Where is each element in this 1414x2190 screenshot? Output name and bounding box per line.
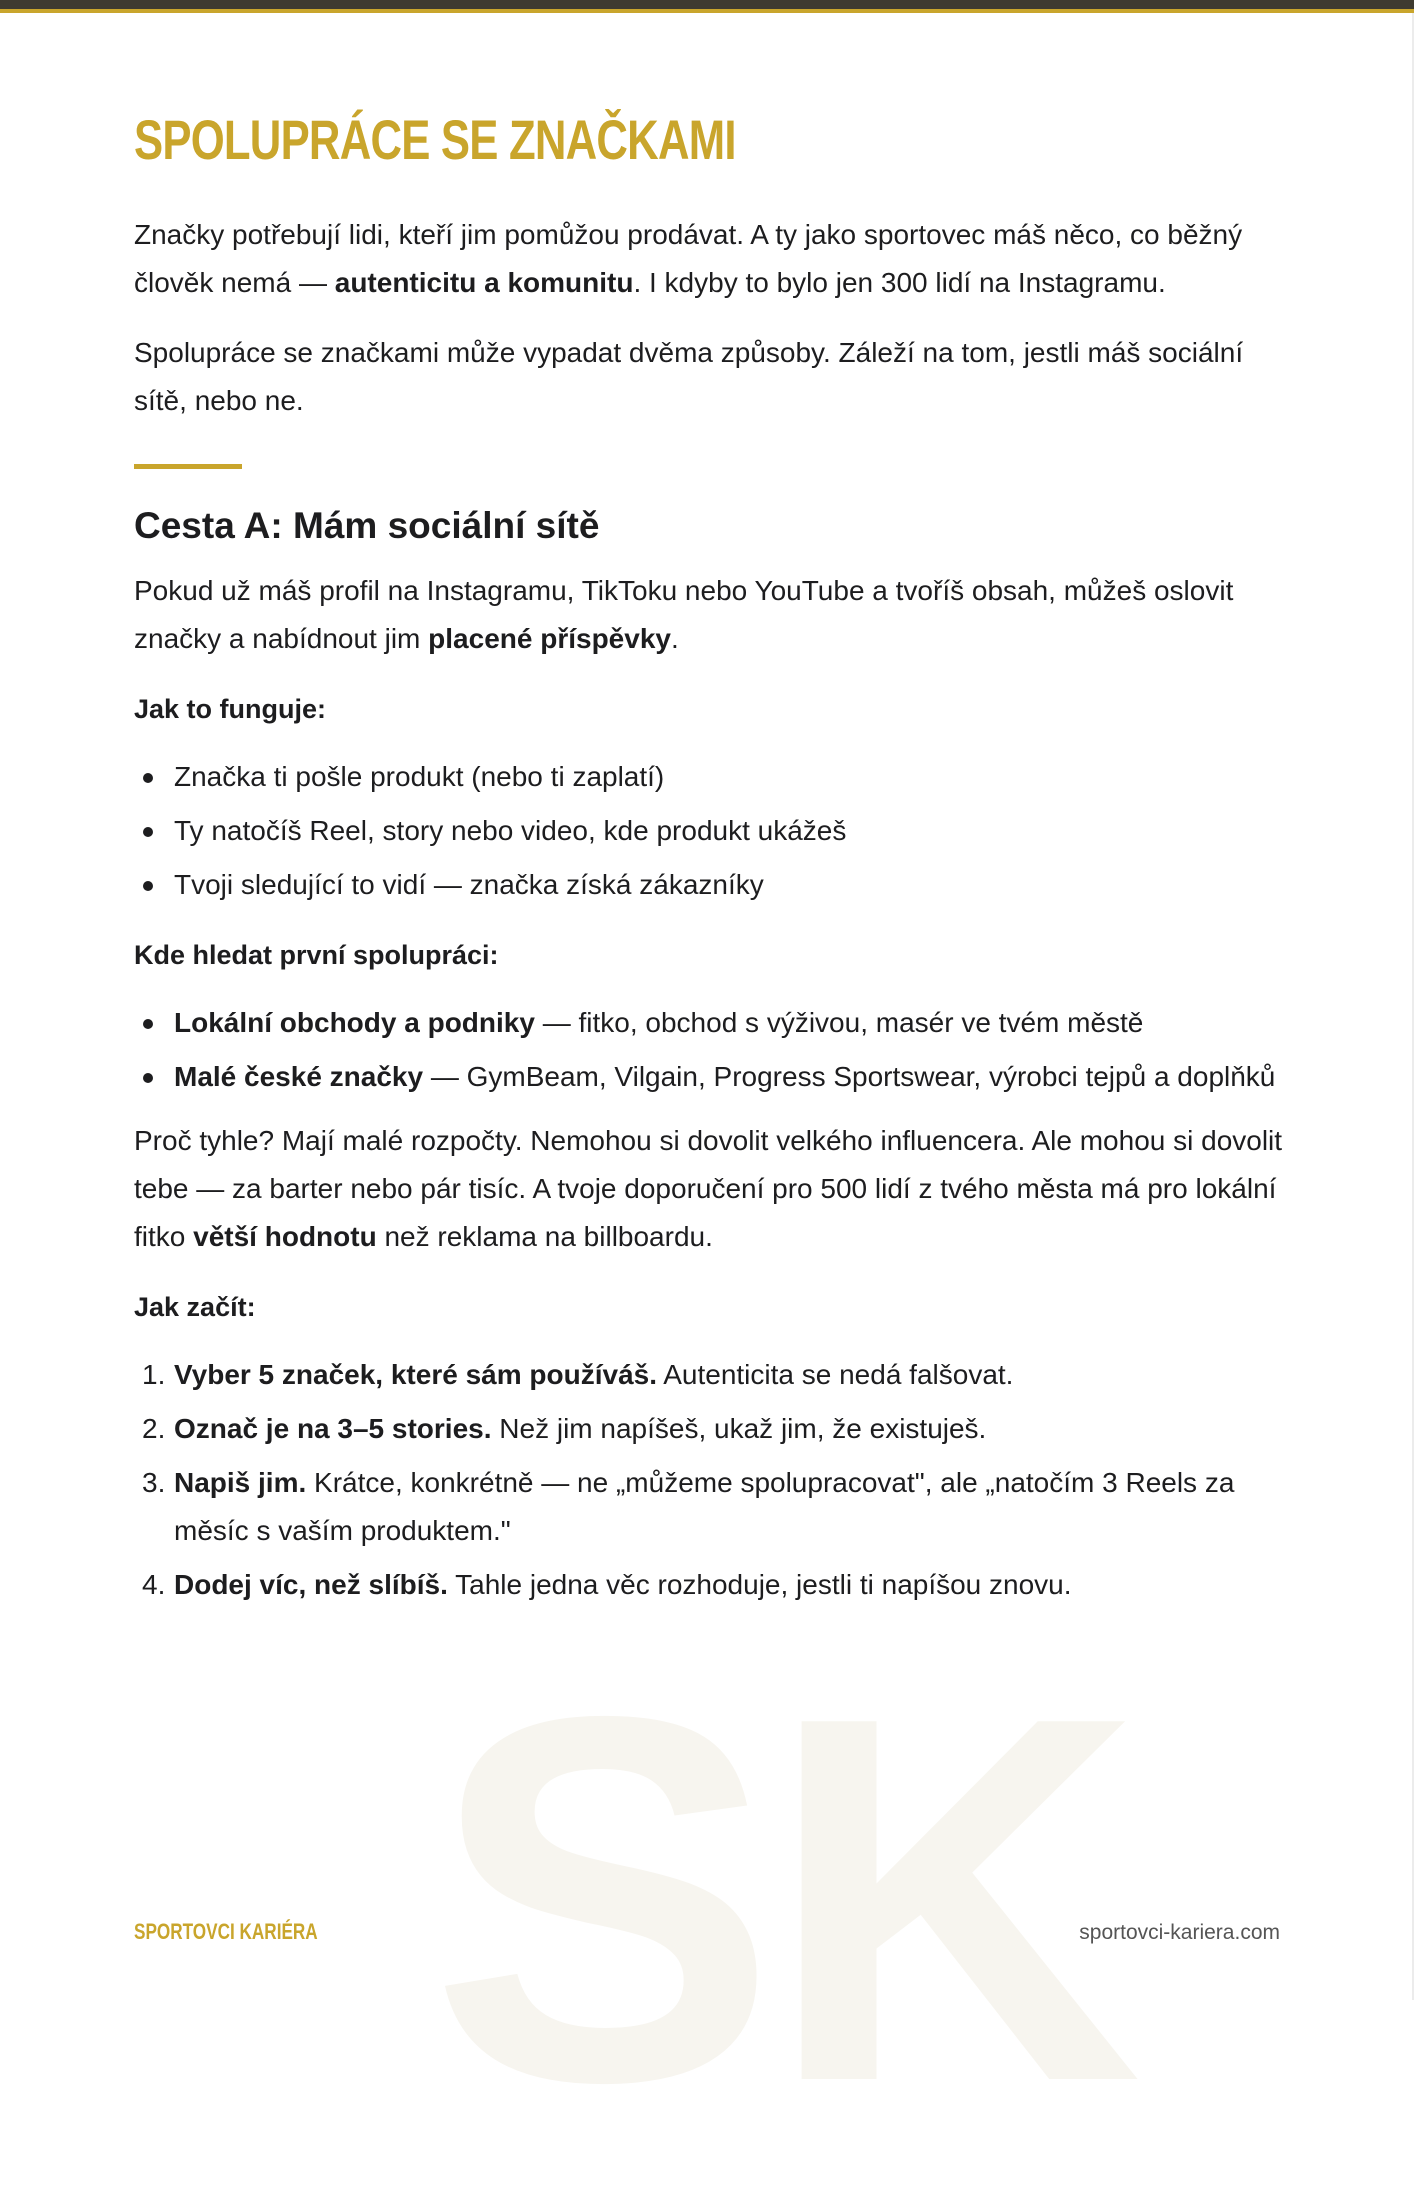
- how-to-start-heading: Jak začít:: [134, 1292, 256, 1322]
- list-item: 2. Označ je na 3–5 stories. Než jim napíšeš, ukaž jim, že existuješ.: [142, 1413, 987, 1444]
- path-a-intro: Pokud už máš profil na Instagramu, TikToku nebo YouTube a tvoříš obsah, můžeš oslovit značky a nabídnout jim placené příspěvky.: [134, 575, 1234, 654]
- intro-paragraph-1: Značky potřebují lidi, kteří jim pomůžou prodávat. A ty jako sportovec máš něco, co běžný člověk nemá — autenticitu a komunitu. I kdyby to bylo jen 300 lidí na Instagramu.: [134, 219, 1243, 298]
- list-item: Ty natočíš Reel, story nebo video, kde produkt ukážeš: [134, 807, 1284, 855]
- how-to-start-list: [134, 1351, 1284, 1609]
- path-a-emphasis: placené příspěvky: [428, 623, 671, 654]
- list-item: 4. Dodej víc, než slíbíš. Tahle jedna věc rozhoduje, jestli ti napíšou znovu.: [142, 1569, 1072, 1600]
- section-divider: [134, 464, 242, 469]
- top-bar-accent: [0, 9, 1414, 13]
- intro-paragraph-2: Spolupráce se značkami může vypadat dvěma způsoby. Záleží na tom, jestli máš sociální sítě, nebo ne.: [134, 337, 1244, 416]
- why-paragraph: Proč tyhle? Mají malé rozpočty. Nemohou si dovolit velkého influencera. Ale mohou si dovolit tebe — za barter nebo pár tisíc. A tvoje doporučení pro 500 lidí z tvého města má pro lokální fitko větší hodnotu než reklama na billboardu.: [134, 1125, 1283, 1252]
- list-item: 1. Vyber 5 značek, které sám používáš. Autenticita se nedá falšovat.: [142, 1359, 1014, 1390]
- footer-brand: SPORTOVCI KARIÉRA: [134, 1919, 318, 1944]
- intro-emphasis: autenticitu a komunitu: [334, 267, 634, 298]
- list-item: Lokální obchody a podniky — fitko, obchod s výživou, masér ve tvém městě: [134, 999, 1284, 1047]
- list-item: Malé české značky — GymBeam, Vilgain, Progress Sportswear, výrobci tejpů a doplňků: [134, 1053, 1284, 1101]
- where-to-look-list: [134, 999, 1284, 1101]
- list-item: Tvoji sledující to vidí — značka získá zákazníky: [134, 861, 1284, 909]
- footer-url-link[interactable]: sportovci-kariera.com: [1079, 1921, 1280, 1944]
- section-title-path-a: Cesta A: Mám sociální sítě: [134, 505, 600, 546]
- page-title: SPOLUPRÁCE SE ZNAČKAMI: [134, 108, 736, 171]
- why-emphasis: větší hodnotu: [193, 1221, 377, 1252]
- list-item: Značka ti pošle produkt (nebo ti zaplatí): [134, 753, 1284, 801]
- how-it-works-list: [134, 753, 1284, 909]
- page-content: [134, 100, 1284, 1615]
- watermark-monogram: SK: [430, 1609, 1133, 2190]
- top-bar: [0, 0, 1414, 9]
- where-to-look-heading: Kde hledat první spolupráci:: [134, 940, 499, 970]
- list-item: 3. Napiš jim. Krátce, konkrétně — ne „můžeme spolupracovat", ale „natočím 3 Reels za měsíc s vaším produktem.": [142, 1467, 1235, 1546]
- how-it-works-heading: Jak to funguje:: [134, 694, 327, 724]
